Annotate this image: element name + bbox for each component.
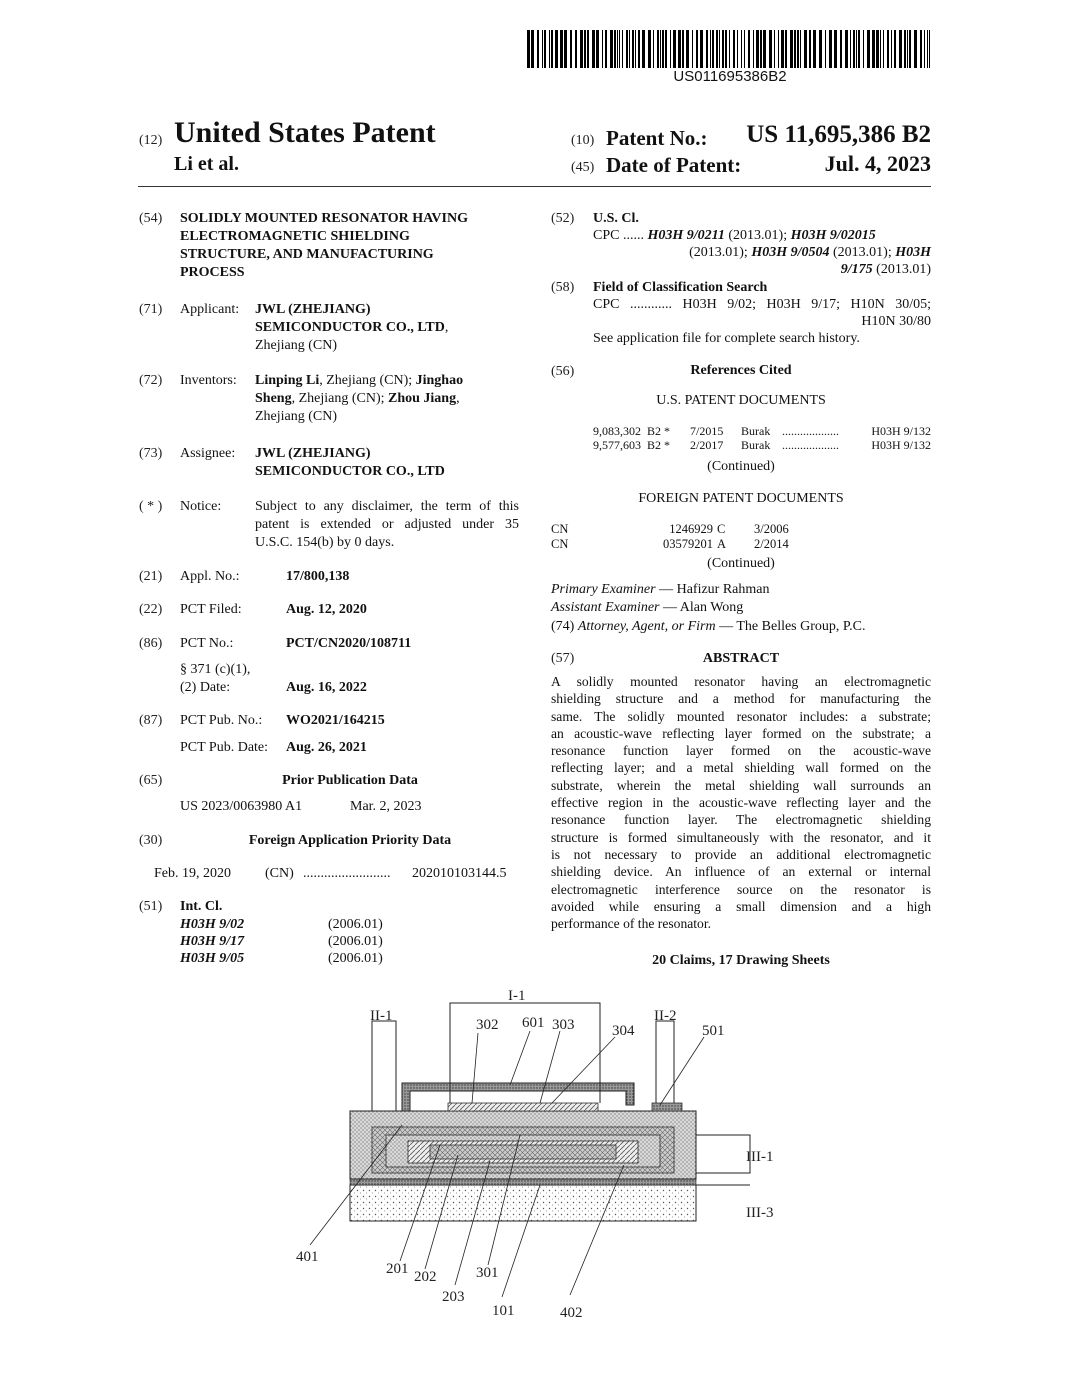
date-371-label: (2) Date:: [180, 680, 231, 695]
int-cl-class: H03H 9/02: [180, 917, 245, 932]
doc-kind: B2 *: [647, 438, 671, 452]
assignee-name-line: SEMICONDUCTOR CO., LTD: [255, 464, 445, 479]
patent-number: US 11,695,386 B2: [746, 121, 931, 148]
pct-no-label: PCT No.:: [180, 636, 234, 651]
doc-class: H03H 9/132: [871, 438, 931, 452]
patent-date: Jul. 4, 2023: [824, 151, 931, 176]
assignee-label: Assignee:: [180, 446, 236, 461]
code-51: (51): [139, 899, 163, 914]
inventors-label: Inventors:: [180, 373, 237, 388]
dimension-III1: [696, 1135, 750, 1173]
field-search-note: See application file for complete search history.: [593, 331, 860, 346]
foreign-priority-heading: Foreign Application Priority Data: [248, 833, 452, 848]
priority-date: Feb. 19, 2020: [154, 866, 231, 881]
field-search-line: H10N 30/80: [861, 314, 931, 329]
code-notice: ( * ): [139, 499, 163, 514]
inventor-short: Li et al.: [174, 153, 239, 175]
doc-name: Burak: [741, 438, 771, 452]
code-30: (30): [139, 833, 163, 848]
notice-label: Notice:: [180, 499, 222, 514]
applicant-name-line: JWL (ZHEJIANG): [255, 302, 371, 317]
electrode-304: [448, 1103, 598, 1111]
notice-line: U.S.C. 154(b) by 0 days.: [255, 535, 395, 550]
int-cl-class: H03H 9/05: [180, 951, 245, 966]
date-371-value: Aug. 16, 2022: [286, 680, 367, 695]
priority-number: 202010103144.5: [412, 866, 507, 881]
code-56: (56): [551, 364, 575, 379]
abstract-heading: ABSTRACT: [702, 651, 780, 666]
title-line: ELECTROMAGNETIC SHIELDING: [180, 229, 410, 244]
field-search-line: CPC ............ H03H 9/02; H03H 9/17; H10N 30/05;: [593, 297, 931, 312]
code-10: (10): [571, 133, 595, 148]
doc-dots: ...................: [782, 424, 839, 438]
pct-pub-no-label: PCT Pub. No.:: [180, 713, 263, 728]
label-304: 304: [612, 1023, 635, 1039]
document-title: United States Patent: [174, 116, 436, 149]
us-cl-heading: U.S. Cl.: [593, 211, 639, 226]
continued-note: (Continued): [707, 556, 775, 571]
foreign-doc-row: [551, 537, 931, 552]
priority-country: (CN): [265, 866, 294, 881]
doc-number: 9,083,302: [593, 424, 641, 438]
abstract-line: A solidly mounted resonator having an electromagnetic: [551, 674, 931, 689]
label-501: 501: [702, 1023, 725, 1039]
code-87: (87): [139, 713, 163, 728]
doc-class: H03H 9/132: [871, 424, 931, 438]
label-202: 202: [414, 1269, 437, 1285]
label-401: 401: [296, 1249, 319, 1265]
foreign-docs-heading: FOREIGN PATENT DOCUMENTS: [638, 491, 844, 506]
doc-country: CN: [551, 522, 569, 536]
primary-examiner-label: Primary Examiner: [551, 582, 656, 597]
label-402: 402: [560, 1305, 583, 1321]
prior-publication-heading: Prior Publication Data: [282, 773, 418, 788]
claims-count: 20 Claims, 17 Drawing Sheets: [652, 953, 830, 968]
assistant-examiner-label: Assistant Examiner: [551, 600, 660, 615]
date-label: Date of Patent:: [606, 153, 742, 177]
assignee-value: [255, 445, 520, 481]
us-cl-line: [593, 227, 931, 245]
label-III1: III-1: [746, 1149, 774, 1165]
abstract-line: resonance function layer formed on the acoustic-wave: [551, 743, 931, 759]
inventor-place: Zhejiang (CN): [255, 409, 338, 424]
code-72: (72): [139, 373, 163, 388]
us-docs-table: [551, 424, 931, 452]
us-doc-row: [551, 424, 931, 438]
attorney-label: Attorney, Agent, or Firm: [577, 619, 716, 634]
cpc-prefix: CPC ......: [593, 228, 644, 243]
doc-kind: B2 *: [647, 424, 671, 438]
code-22: (22): [139, 602, 163, 617]
code-21: (21): [139, 569, 163, 584]
code-86: (86): [139, 636, 163, 651]
abstract-line: reflecting layer; and a metal shielding wall formed on the: [551, 760, 931, 776]
section-371-label: § 371 (c)(1),: [180, 662, 251, 677]
layer-501: [652, 1103, 682, 1111]
dimension-II1: [372, 1021, 396, 1111]
applicant-label: Applicant:: [180, 302, 240, 317]
abstract-line: is not necessary to provide an additional electromagnetic: [551, 846, 931, 862]
doc-kind: A: [717, 537, 727, 551]
int-cl-class: H03H 9/17: [180, 934, 245, 949]
inventor-place: , Zhejiang (CN);: [291, 391, 388, 406]
code-52: (52): [551, 211, 575, 226]
resonator-cross-section: [290, 985, 790, 1385]
label-I1: I-1: [508, 988, 526, 1004]
int-cl-version: (2006.01): [328, 951, 383, 966]
pct-pub-date-value: Aug. 26, 2021: [286, 740, 367, 755]
notice-line: Subject to any disclaimer, the term of this: [255, 499, 519, 514]
label-201: 201: [386, 1261, 409, 1277]
substrate-101: [350, 1185, 696, 1221]
cpc-class: H03H: [895, 245, 931, 260]
label-601: 601: [522, 1015, 545, 1031]
cpc-version: (2013.01);: [829, 245, 896, 260]
title-line: SOLIDLY MOUNTED RESONATOR HAVING: [180, 211, 468, 226]
abstract-line: shielding structure and a method for manufacturing the: [551, 691, 931, 707]
comma: ,: [456, 391, 460, 406]
label-II1: II-1: [370, 1008, 393, 1024]
pct-no-value: PCT/CN2020/108711: [286, 636, 412, 651]
inventor-name: Zhou Jiang: [388, 391, 457, 406]
pct-filed-value: Aug. 12, 2020: [286, 602, 367, 617]
doc-number: 03579201: [663, 537, 713, 551]
inventor-name: Sheng: [255, 391, 292, 406]
int-cl-heading: Int. Cl.: [180, 899, 223, 914]
barcode: [527, 30, 932, 68]
title-line: PROCESS: [180, 265, 245, 280]
barcode-graphic: [527, 30, 932, 68]
us-docs-heading: U.S. PATENT DOCUMENTS: [656, 393, 826, 408]
doc-date: 3/2006: [754, 522, 789, 536]
pct-pub-no-value: WO2021/164215: [286, 713, 385, 728]
assistant-examiner-name: — Alan Wong: [659, 600, 744, 615]
inventor-name: Jinghao: [415, 373, 464, 388]
abstract-line: electromagnetic interference source on the resonator is: [551, 881, 931, 897]
abstract-line: substrate, wherein the metal shielding wall surrounds an: [551, 777, 931, 793]
appl-no-value: 17/800,138: [286, 569, 350, 584]
doc-number: 9,577,603: [593, 438, 641, 452]
abstract-line: same. The solidly mounted resonator includes: a substrate;: [551, 708, 931, 724]
pct-filed-label: PCT Filed:: [180, 602, 242, 617]
primary-examiner: [551, 581, 770, 599]
doc-name: Burak: [741, 424, 771, 438]
inventor-place: , Zhejiang (CN);: [319, 373, 416, 388]
label-III3: III-3: [746, 1205, 774, 1221]
barcode-number: US011695386B2: [673, 68, 787, 85]
us-cl-line: [593, 244, 931, 262]
patent-no-label: Patent No.:: [606, 126, 708, 150]
abstract-line: structure is formed simultaneously with the resonator, and it: [551, 829, 931, 845]
doc-number: 1246929: [669, 522, 713, 536]
field-search-heading: Field of Classification Search: [593, 280, 768, 295]
foreign-doc-row: [551, 522, 931, 537]
cpc-version: (2013.01): [872, 262, 931, 277]
header-divider: [138, 186, 931, 187]
appl-no-label: Appl. No.:: [180, 569, 240, 584]
label-302: 302: [476, 1017, 499, 1033]
code-45: (45): [571, 160, 595, 175]
cpc-class: H03H 9/02015: [790, 228, 876, 243]
foreign-docs-table: [551, 522, 931, 552]
assignee-name-line: JWL (ZHEJIANG): [255, 446, 371, 461]
cpc-version: (2013.01);: [689, 245, 752, 260]
abstract-line: effective region in the acoustic-wave reflecting layer and the: [551, 795, 931, 811]
abstract-line: avoided while ensuring a small dimension and a high: [551, 898, 931, 914]
label-301: 301: [476, 1265, 499, 1281]
label-II2: II-2: [654, 1008, 677, 1024]
assistant-examiner: [551, 599, 743, 617]
invention-title: [180, 210, 520, 282]
abstract-line: resonance function layer. The electromagnetic shielding: [551, 812, 931, 828]
us-doc-row: [551, 438, 931, 452]
attorney-name: — The Belles Group, P.C.: [715, 619, 866, 634]
code-57: (57): [551, 651, 575, 666]
doc-date: 2/2017: [690, 438, 724, 452]
doc-date: 2/2014: [754, 537, 789, 551]
attorney: [551, 618, 865, 636]
code-65: (65): [139, 773, 163, 788]
abstract-line: an acoustic-wave reflecting layer formed on the substrate; a: [551, 725, 931, 741]
continued-note: (Continued): [707, 459, 775, 474]
inventor-name: Linping Li: [255, 373, 320, 388]
doc-date: 7/2015: [690, 424, 724, 438]
code-71: (71): [139, 302, 163, 317]
cpc-class: H03H 9/0211: [647, 228, 725, 243]
doc-country: CN: [551, 537, 569, 551]
inventors-value: [255, 372, 520, 426]
priority-dots: .........................: [303, 866, 391, 881]
int-cl-version: (2006.01): [328, 917, 383, 932]
applicant-name-line: SEMICONDUCTOR CO., LTD: [255, 320, 445, 335]
abstract-text: [551, 673, 931, 932]
label-101: 101: [492, 1303, 515, 1319]
pct-pub-date-label: PCT Pub. Date:: [180, 740, 269, 755]
prior-pub-number: US 2023/0063980 A1: [180, 799, 303, 814]
applicant-value: [255, 301, 520, 355]
code-54: (54): [139, 211, 163, 226]
code-73: (73): [139, 446, 163, 461]
cpc-version: (2013.01);: [724, 228, 791, 243]
dimension-II2: [656, 1021, 674, 1103]
doc-kind: C: [717, 522, 726, 536]
notice-text: [255, 498, 519, 552]
layer-402: [350, 1179, 696, 1185]
int-cl-version: (2006.01): [328, 934, 383, 949]
code-12: (12): [139, 133, 163, 148]
cpc-class: H03H 9/0504: [751, 245, 830, 260]
code-58: (58): [551, 280, 575, 295]
prior-pub-date: Mar. 2, 2023: [350, 799, 422, 814]
abstract-line: shielding device. An influence of an external or internal: [551, 864, 931, 880]
cpc-class: 9/175: [840, 262, 873, 277]
code-74: (74): [551, 619, 575, 634]
label-203: 203: [442, 1289, 465, 1305]
primary-examiner-name: — Hafizur Rahman: [655, 582, 770, 597]
reflector-layer-203: [430, 1145, 616, 1159]
references-heading: References Cited: [690, 363, 792, 378]
abstract-line: performance of the resonator.: [551, 916, 712, 932]
notice-line: patent is extended or adjusted under 35: [255, 517, 519, 532]
representative-drawing: [290, 985, 790, 1385]
doc-dots: ...................: [782, 438, 839, 452]
label-303: 303: [552, 1017, 575, 1033]
comma: ,: [444, 320, 449, 335]
applicant-place: Zhejiang (CN): [255, 338, 338, 353]
us-cl-line: [593, 261, 931, 279]
title-line: STRUCTURE, AND MANUFACTURING: [180, 247, 434, 262]
